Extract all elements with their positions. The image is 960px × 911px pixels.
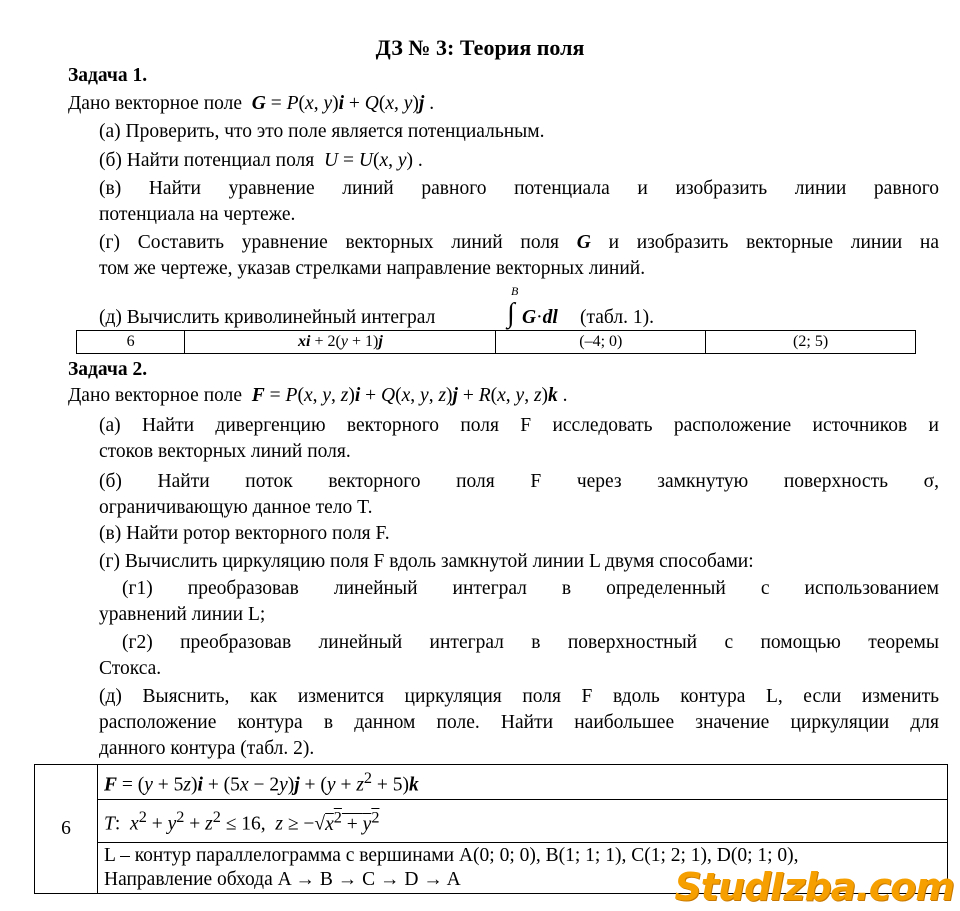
task1-item-e xyxy=(99,306,435,330)
table2-field: $F = (y + 5z)i + (5x - 2y)j + (y + z^2 + 5)k$ xyxy=(98,765,948,800)
task1-item-b-text: (б) Найти потенциал поля xyxy=(99,150,315,171)
task1-field-formula: G = P(x, y)i + Q(x, y)j . xyxy=(251,93,435,114)
task1-item-d-line1: (г) Составить уравнение векторных линий поля G и изобразить векторные линии на xyxy=(99,232,940,253)
table2-body: T: $x^2 + y^2 + z^2 \le 16$, $z \ge -√x^2 + y^2$ xyxy=(98,800,948,843)
task1-intro xyxy=(68,92,434,116)
table-1 xyxy=(76,330,916,354)
task2-item-a-line2: стоков векторных линий поля. xyxy=(99,441,351,462)
table1-point-b: (2; 5) xyxy=(706,331,916,354)
task1-intro-text: Дано векторное поле xyxy=(68,93,243,114)
studizba-logo: StudIzba.com xyxy=(674,865,954,909)
task2-item-d1-line1: (г1) преобразовав линейный интеграл в определенный с использованием xyxy=(122,578,939,599)
task2-item-c: (в) Найти ротор векторного поля F. xyxy=(99,523,390,544)
table-row xyxy=(35,800,948,843)
task2-intro-text: Дано векторное поле xyxy=(68,385,243,406)
task1-item-d-post: и изобразить векторные линии на xyxy=(608,232,940,253)
task2-item-e-line1: (д) Выяснить, как изменится циркуляция поля F вдоль контура L, если изменить xyxy=(99,686,939,707)
table2-variant: 6 xyxy=(35,765,98,894)
task1-item-d-pre: (г) Составить уравнение векторных линий поля xyxy=(99,232,560,253)
table1-point-a: (–4; 0) xyxy=(496,331,706,354)
task2-item-e-line3: данного контура (табл. 2). xyxy=(99,738,315,759)
table-row xyxy=(77,331,916,354)
task1-item-c-line1: (в) Найти уравнение линий равного потенциала и изобразить линии равного xyxy=(99,178,939,199)
task1-integrand: G·dl xyxy=(522,307,558,328)
task2-item-d2-line2: Стокса. xyxy=(99,658,162,679)
task2-intro: Дано векторное поле F = P(x, y, z)i + Q(x, y, z)j + R(x, y, z)k . xyxy=(68,385,568,406)
task1-heading: Задача 1. xyxy=(68,65,148,86)
table1-field: xi + 2(y + 1)j xyxy=(185,331,496,354)
table-row xyxy=(35,765,948,800)
integral-sign: ∫ xyxy=(507,298,515,329)
table2-contour-line2: Направление обхода A → B → C → D → A xyxy=(104,869,461,890)
task2-item-d2-line1: (г2) преобразовав линейный интеграл в поверхностный с помощью теоремы xyxy=(122,632,939,653)
task1-item-e-text: (д) Вычислить криволинейный интеграл xyxy=(99,307,436,328)
task2-item-d: (г) Вычислить циркуляцию поля F вдоль замкнутой линии L двумя способами: xyxy=(99,551,754,572)
task1-item-d-line2: том же чертеже, указав стрелками направление векторных линий. xyxy=(99,258,646,279)
task2-item-e-line2: расположение контура в данном поле. Найти наибольшее значение циркуляции для xyxy=(99,712,939,733)
task1-item-e-ref: (табл. 1). xyxy=(580,307,654,328)
task2-item-b-line1: (б) Найти поток векторного поля F через замкнутую поверхность σ, xyxy=(99,471,939,492)
page-title: ДЗ № 3: Теория поля xyxy=(375,35,585,60)
table1-variant: 6 xyxy=(77,331,185,354)
task2-heading: Задача 2. xyxy=(68,359,148,380)
integral-upper-limit: B xyxy=(511,284,519,298)
task1-item-b: (б) Найти потенциал поля U = U(x, y) . xyxy=(99,150,423,171)
task2-item-b-line2: ограничивающую данное тело T. xyxy=(99,497,373,518)
task2-item-a-line1: (а) Найти дивергенцию векторного поля F исследовать расположение источников и xyxy=(99,415,939,436)
table2-contour-line1: L – контур параллелограмма с вершинами A(0; 0; 0), B(1; 1; 1), C(1; 2; 1), D(0; 1; 0), xyxy=(104,845,799,866)
task1-item-c-line2: потенциала на чертеже. xyxy=(99,204,296,225)
task2-item-d1-line2: уравнений линии L; xyxy=(99,604,266,625)
task1-item-a: (а) Проверить, что это поле является потенциальным. xyxy=(99,121,545,142)
